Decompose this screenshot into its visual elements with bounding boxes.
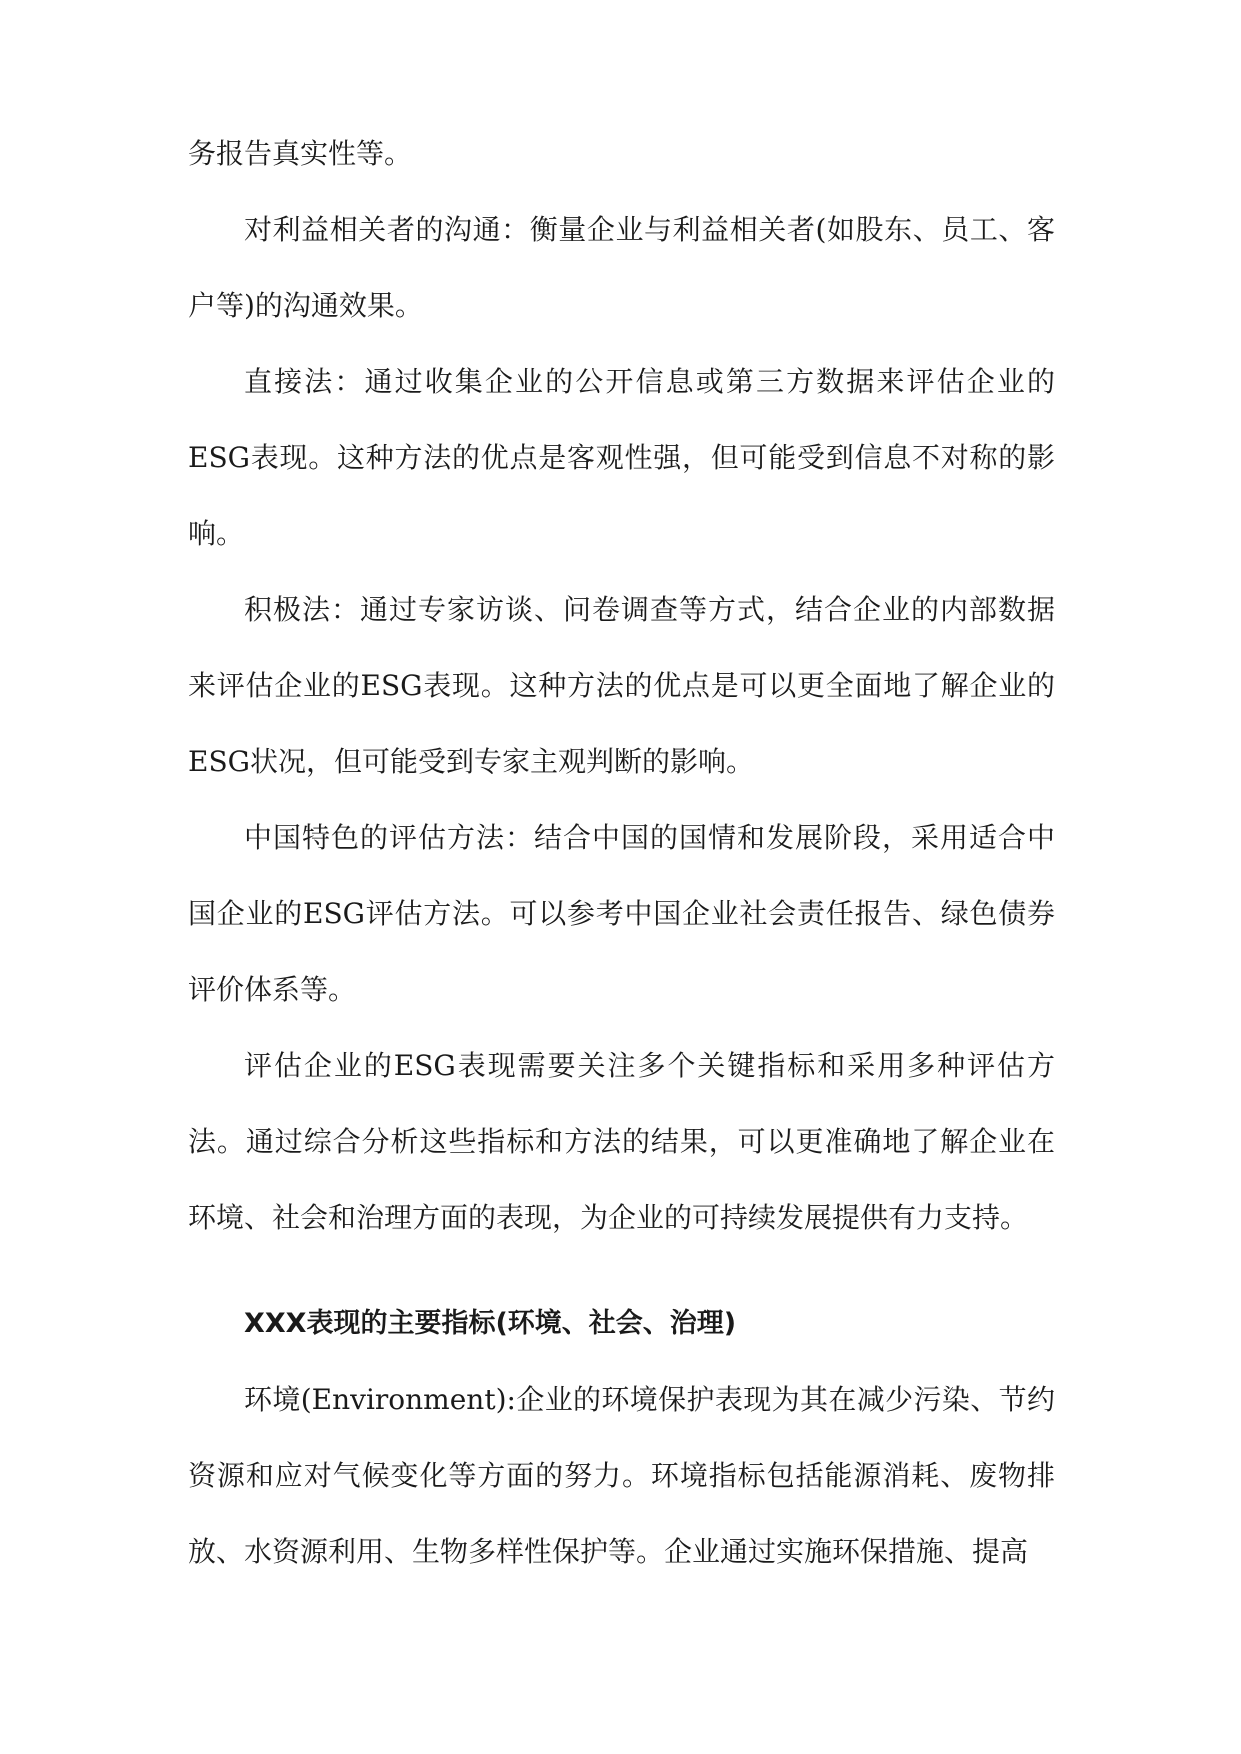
paragraph-stakeholder-communication: 对利益相关者的沟通：衡量企业与利益相关者(如股东、员工、客户等)的沟通效果。 — [188, 213, 1055, 322]
paragraph-environment: 环境(Environment):企业的环境保护表现为其在减少污染、节约资源和应对气候变化等方面的努力。环境指标包括能源消耗、废物排放、水资源利用、生物多样性保护等。企业通过实施环保措施、提高 — [188, 1383, 1055, 1568]
paragraph-summary: 评估企业的ESG表现需要关注多个关键指标和采用多种评估方法。通过综合分析这些指标和方法的结果，可以更准确地了解企业在环境、社会和治理方面的表现，为企业的可持续发展提供有力支持。 — [188, 1049, 1055, 1234]
document-body — [188, 116, 1055, 1590]
section-gap — [188, 1256, 1055, 1286]
paragraph-continuation: 务报告真实性等。 — [188, 137, 413, 170]
section-heading: XXX表现的主要指标(环境、社会、治理) — [244, 1308, 737, 1339]
paragraph-active-method: 积极法：通过专家访谈、问卷调查等方式，结合企业的内部数据来评估企业的ESG表现。这种方法的优点是可以更全面地了解企业的ESG状况，但可能受到专家主观判断的影响。 — [188, 593, 1055, 778]
paragraph-direct-method: 直接法：通过收集企业的公开信息或第三方数据来评估企业的ESG表现。这种方法的优点是客观性强，但可能受到信息不对称的影响。 — [188, 365, 1055, 550]
paragraph-chinese-method: 中国特色的评估方法：结合中国的国情和发展阶段，采用适合中国企业的ESG评估方法。可以参考中国企业社会责任报告、绿色债券评价体系等。 — [188, 821, 1055, 1006]
